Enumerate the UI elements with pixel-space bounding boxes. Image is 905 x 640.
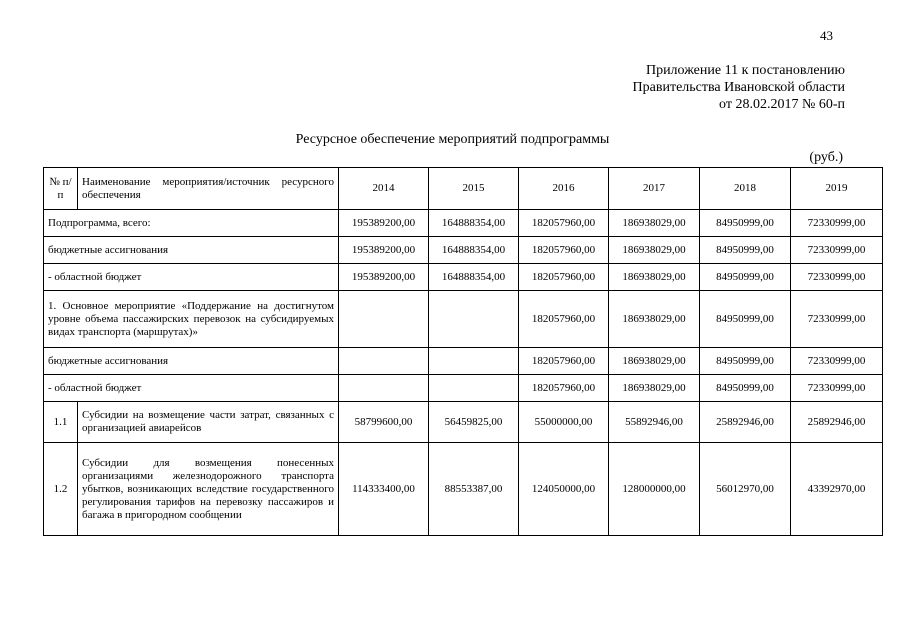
header-year: 2017 [609,168,700,210]
row-name: 1. Основное мероприятие «Поддержание на достигнутом уровне объема пассажирских перевозок на субсидируемых видах транспорта (маршрутах)» [44,291,339,348]
table-row [44,264,883,291]
cell-value: 72330999,00 [791,291,883,348]
table-row [44,402,883,443]
cell-value: 58799600,00 [339,402,429,443]
header-name: Наименование мероприятия/источник ресурсного обеспечения [78,168,339,210]
row-name: Субсидии для возмещения понесенных организациями железнодорожного транспорта убытков, возникающих вследствие государственного регулирования тарифов на перевозку пассажиров и багажа в пригородном сообщении [78,443,339,536]
cell-value: 25892946,00 [700,402,791,443]
table-row [44,291,883,348]
row-name: бюджетные ассигнования [44,237,339,264]
row-name: бюджетные ассигнования [44,348,339,375]
row-name: Подпрограмма, всего: [44,210,339,237]
appendix-line-2: Правительства Ивановской области [632,80,845,95]
table-row [44,443,883,536]
cell-value: 164888354,00 [429,264,519,291]
cell-value: 124050000,00 [519,443,609,536]
row-number: 1.1 [44,402,78,443]
cell-value: 55000000,00 [519,402,609,443]
header-year: 2015 [429,168,519,210]
row-number: 1.2 [44,443,78,536]
cell-value [429,375,519,402]
table-header-row [44,168,883,210]
cell-value: 195389200,00 [339,264,429,291]
table-row [44,348,883,375]
cell-value: 72330999,00 [791,375,883,402]
cell-value: 186938029,00 [609,348,700,375]
header-num: № п/п [44,168,78,210]
cell-value: 25892946,00 [791,402,883,443]
cell-value: 43392970,00 [791,443,883,536]
cell-value [339,348,429,375]
cell-value: 186938029,00 [609,291,700,348]
header-year: 2016 [519,168,609,210]
cell-value: 164888354,00 [429,210,519,237]
cell-value: 84950999,00 [700,264,791,291]
cell-value: 186938029,00 [609,237,700,264]
cell-value: 84950999,00 [700,237,791,264]
page-number: 43 [820,28,833,43]
cell-value: 182057960,00 [519,375,609,402]
cell-value: 186938029,00 [609,375,700,402]
cell-value: 182057960,00 [519,348,609,375]
header-year: 2018 [700,168,791,210]
cell-value: 72330999,00 [791,348,883,375]
cell-value: 164888354,00 [429,237,519,264]
cell-value [339,291,429,348]
cell-value [429,348,519,375]
budget-table [43,167,883,536]
cell-value: 88553387,00 [429,443,519,536]
cell-value: 182057960,00 [519,210,609,237]
cell-value [429,291,519,348]
cell-value: 182057960,00 [519,291,609,348]
cell-value: 84950999,00 [700,291,791,348]
cell-value: 128000000,00 [609,443,700,536]
header-year: 2019 [791,168,883,210]
cell-value: 186938029,00 [609,264,700,291]
cell-value: 84950999,00 [700,210,791,237]
header-year: 2014 [339,168,429,210]
cell-value: 195389200,00 [339,210,429,237]
appendix-note [633,62,845,113]
cell-value: 186938029,00 [609,210,700,237]
cell-value: 55892946,00 [609,402,700,443]
cell-value: 84950999,00 [700,375,791,402]
table-row [44,210,883,237]
cell-value: 182057960,00 [519,264,609,291]
table-row [44,375,883,402]
currency-units: (руб.) [809,150,843,165]
cell-value: 56012970,00 [700,443,791,536]
cell-value: 72330999,00 [791,237,883,264]
row-name: - областной бюджет [44,264,339,291]
row-name: - областной бюджет [44,375,339,402]
appendix-line-3: от 28.02.2017 № 60-п [719,97,845,112]
cell-value: 195389200,00 [339,237,429,264]
cell-value: 72330999,00 [791,210,883,237]
cell-value: 84950999,00 [700,348,791,375]
cell-value [339,375,429,402]
table-row [44,237,883,264]
cell-value: 56459825,00 [429,402,519,443]
row-name: Субсидии на возмещение части затрат, связанных с организацией авиарейсов [78,402,339,443]
cell-value: 72330999,00 [791,264,883,291]
cell-value: 182057960,00 [519,237,609,264]
document-title: Ресурсное обеспечение мероприятий подпрограммы [295,132,610,147]
appendix-line-1: Приложение 11 к постановлению [645,63,845,78]
cell-value: 114333400,00 [339,443,429,536]
